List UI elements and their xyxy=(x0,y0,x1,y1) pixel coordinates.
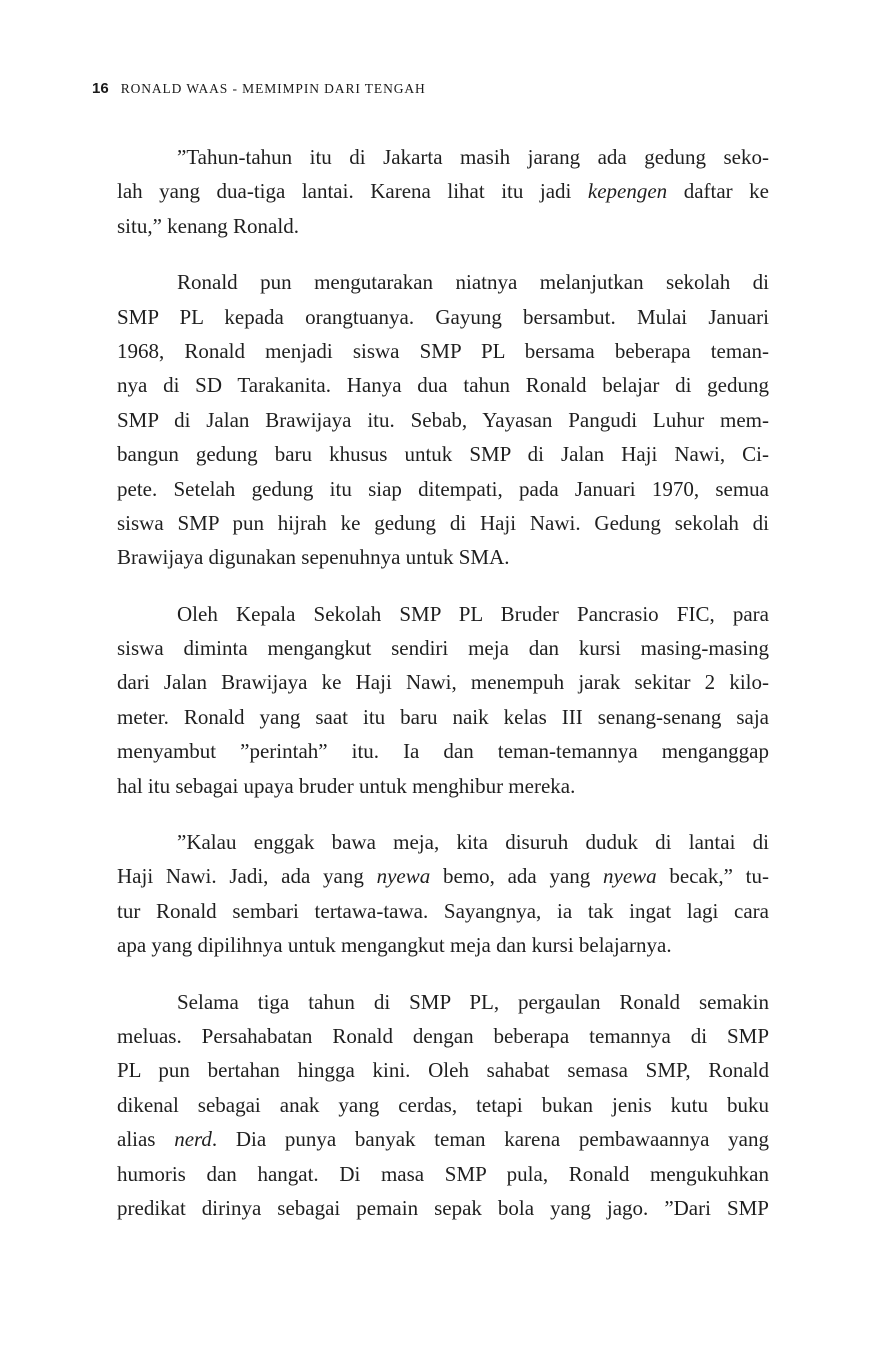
text-fragment: daftar ke xyxy=(667,179,769,204)
text-line: PL pun bertahan hingga kini. Oleh sahabat semasa SMP, Ronald xyxy=(117,1058,769,1083)
paragraph-4 xyxy=(117,825,769,963)
text-line: menyambut ”perintah” itu. Ia dan teman-temannya menganggap xyxy=(117,739,769,764)
text-line: dikenal sebagai anak yang cerdas, tetapi bukan jenis kutu buku xyxy=(117,1092,769,1117)
italic-word: nyewa xyxy=(376,864,431,889)
text-fragment: Haji Nawi. Jadi, ada yang xyxy=(117,864,377,889)
italic-word: nyewa xyxy=(603,864,657,889)
text-line: siswa SMP pun hijrah ke gedung di Haji Nawi. Gedung sekolah di xyxy=(117,510,769,535)
text-line: Selama tiga tahun di SMP PL, pergaulan Ronald semakin xyxy=(177,989,769,1014)
paragraph-5 xyxy=(117,985,769,1226)
text-line: Oleh Kepala Sekolah SMP PL Bruder Pancrasio FIC, para xyxy=(177,601,769,626)
text-fragment: lah yang dua-tiga lantai. Karena lihat itu jadi xyxy=(117,179,588,204)
page-number: 16 xyxy=(92,80,109,97)
body-text xyxy=(117,140,769,1247)
text-line: meter. Ronald yang saat itu baru naik kelas III senang-senang saja xyxy=(117,704,769,729)
text-line: nya di SD Tarakanita. Hanya dua tahun Ronald belajar di gedung xyxy=(117,373,769,398)
text-line: pete. Setelah gedung itu siap ditempati, pada Januari 1970, semua xyxy=(117,476,769,501)
running-header xyxy=(92,80,426,102)
text-line: situ,” kenang Ronald. xyxy=(117,213,299,238)
text-line: SMP PL kepada orangtuanya. Gayung bersambut. Mulai Januari xyxy=(117,304,769,329)
text-line: apa yang dipilihnya untuk mengangkut meja dan kursi belajarnya. xyxy=(117,933,672,958)
text-line xyxy=(117,859,769,893)
text-line: meluas. Persahabatan Ronald dengan beberapa temannya di SMP xyxy=(117,1023,769,1048)
text-line: bangun gedung baru khusus untuk SMP di Jalan Haji Nawi, Ci- xyxy=(117,442,769,467)
text-line xyxy=(117,174,769,208)
italic-word: kepengen xyxy=(587,179,668,204)
text-line: ”Tahun-tahun itu di Jakarta masih jarang ada gedung seko- xyxy=(177,145,769,169)
text-line: hal itu sebagai upaya bruder untuk menghibur mereka. xyxy=(117,773,576,798)
paragraph-3 xyxy=(117,597,769,803)
italic-word: nerd xyxy=(174,1127,212,1152)
text-line: SMP di Jalan Brawijaya itu. Sebab, Yayasan Pangudi Luhur mem- xyxy=(117,407,769,432)
text-line: predikat dirinya sebagai pemain sepak bola yang jago. ”Dari SMP xyxy=(117,1195,769,1220)
text-line: tur Ronald sembari tertawa-tawa. Sayangnya, ia tak ingat lagi cara xyxy=(117,898,769,923)
text-fragment: bemo, ada yang xyxy=(430,864,604,889)
text-line: Brawijaya digunakan sepenuhnya untuk SMA. xyxy=(117,545,510,570)
paragraph-1 xyxy=(117,140,769,243)
text-line: Ronald pun mengutarakan niatnya melanjutkan sekolah di xyxy=(177,270,769,295)
text-line: humoris dan hangat. Di masa SMP pula, Ronald mengukuhkan xyxy=(117,1161,769,1186)
text-line xyxy=(117,1122,769,1156)
text-fragment: . Dia punya banyak teman karena pembawaannya yang xyxy=(211,1127,769,1152)
text-fragment: becak,” tu- xyxy=(656,864,769,889)
text-line: 1968, Ronald menjadi siswa SMP PL bersama beberapa teman- xyxy=(117,338,769,363)
running-title: RONALD WAAS - MEMIMPIN DARI TENGAH xyxy=(120,81,426,96)
text-line: dari Jalan Brawijaya ke Haji Nawi, menempuh jarak sekitar 2 kilo- xyxy=(117,670,769,695)
text-fragment: alias xyxy=(117,1127,175,1152)
text-line: siswa diminta mengangkut sendiri meja dan kursi masing-masing xyxy=(117,636,769,661)
paragraph-2 xyxy=(117,265,769,575)
text-line: ”Kalau enggak bawa meja, kita disuruh duduk di lantai di xyxy=(177,830,769,855)
